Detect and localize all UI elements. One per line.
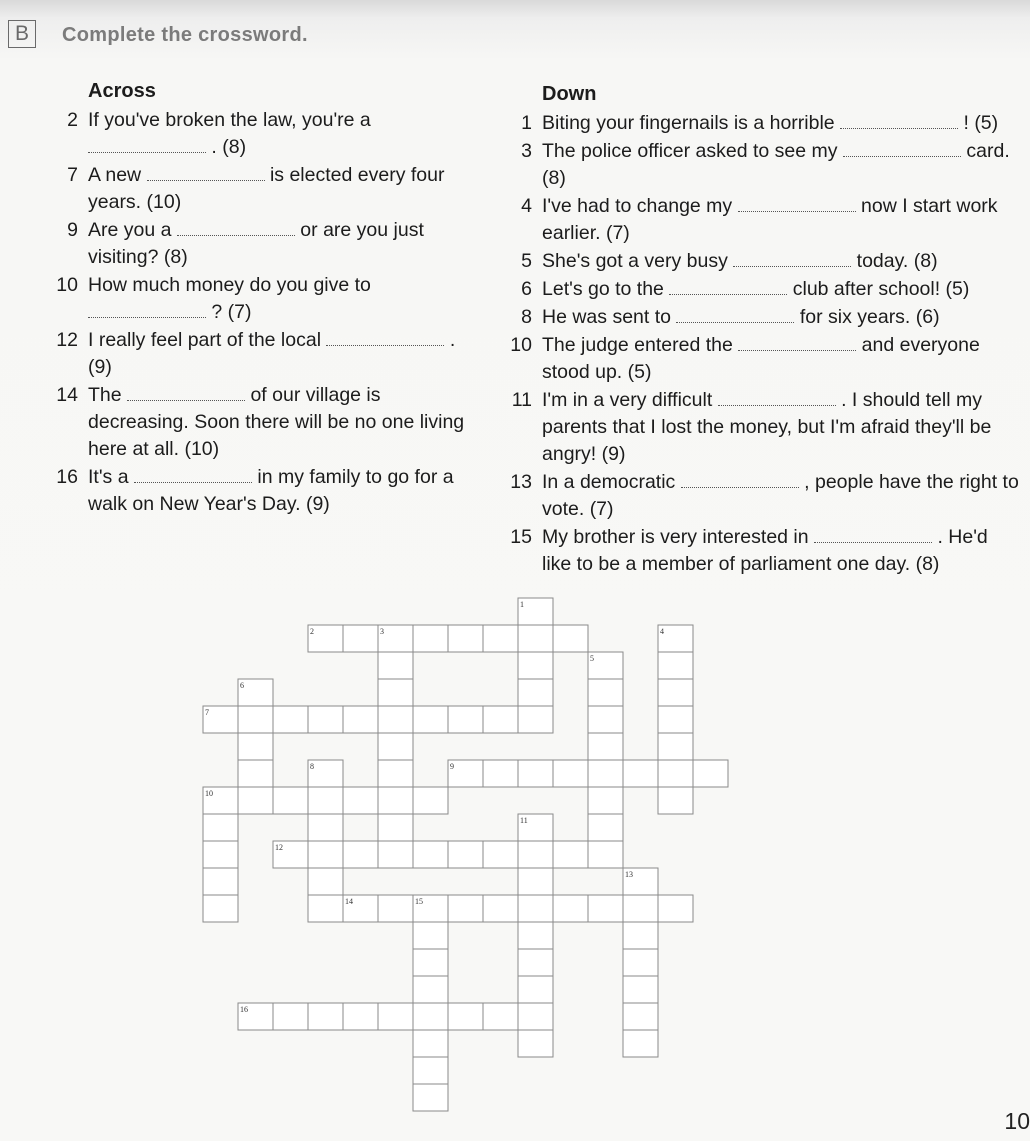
grid-cell[interactable] [588, 733, 623, 760]
grid-cell[interactable] [413, 706, 448, 733]
grid-cell[interactable] [623, 976, 658, 1003]
grid-clue-number: 10 [205, 789, 213, 798]
clue-text-after: , people have the right to vote. (7) [542, 471, 1019, 520]
grid-cell[interactable] [588, 760, 623, 787]
grid-cell[interactable] [588, 706, 623, 733]
grid-clue-number: 12 [275, 843, 283, 852]
clue-text-before: The police officer asked to see my [542, 140, 843, 162]
grid-cell[interactable] [518, 1030, 553, 1057]
grid-cell[interactable] [518, 679, 553, 706]
clue-text-after: is elected every four years. (10) [88, 164, 445, 213]
grid-cell[interactable] [413, 1030, 448, 1057]
clue-text-after: today. (8) [851, 250, 938, 272]
down-heading: Down [542, 83, 597, 105]
clue-text-after: card. (8) [542, 140, 1010, 189]
clue-text-before: A new [88, 164, 147, 186]
grid-clue-number: 4 [660, 627, 664, 636]
grid-cell[interactable] [553, 841, 588, 868]
clue-text-before: I'm in a very difficult [542, 389, 718, 411]
clue-number: 6 [521, 278, 532, 300]
clue-text-before: The judge entered the [542, 334, 739, 356]
grid-cell[interactable] [448, 706, 483, 733]
grid-cell[interactable] [448, 625, 483, 652]
clue-number: 4 [521, 195, 532, 217]
grid-cell[interactable] [483, 760, 518, 787]
grid-cell[interactable] [483, 1003, 518, 1030]
grid-cell[interactable] [378, 652, 413, 679]
grid-cell[interactable] [448, 841, 483, 868]
grid-cell[interactable] [413, 1057, 448, 1084]
grid-clue-number: 14 [345, 897, 353, 906]
clue-text-after: in my family to go for a walk on New Year's Day. (9) [88, 466, 454, 515]
grid-clue-number: 3 [380, 627, 384, 636]
grid-cell[interactable] [308, 895, 343, 922]
exercise-instruction: Complete the crossword. [62, 24, 308, 46]
grid-cell[interactable] [413, 787, 448, 814]
clue-text-after: for six years. (6) [794, 306, 940, 328]
grid-cell[interactable] [413, 949, 448, 976]
clue-number: 10 [510, 334, 532, 356]
grid-clue-number: 5 [590, 654, 594, 663]
clue-number: 8 [521, 306, 532, 328]
grid-cell[interactable] [378, 733, 413, 760]
clue-text-after: or are you just visiting? (8) [88, 219, 424, 268]
grid-cell[interactable] [518, 949, 553, 976]
grid-cell[interactable] [483, 895, 518, 922]
grid-clue-number: 11 [520, 816, 528, 825]
grid-cell[interactable] [378, 787, 413, 814]
grid-cell[interactable] [518, 706, 553, 733]
grid-cell[interactable] [343, 625, 378, 652]
grid-cell[interactable] [588, 895, 623, 922]
across-heading: Across [88, 80, 156, 102]
grid-cell[interactable] [308, 1003, 343, 1030]
grid-cell[interactable] [483, 841, 518, 868]
grid-cell[interactable] [273, 1003, 308, 1030]
clue-text-after: club after school! (5) [787, 278, 970, 300]
clue-text-before: Biting your fingernails is a horrible [542, 112, 841, 134]
grid-cell[interactable] [658, 652, 693, 679]
grid-cell[interactable] [518, 976, 553, 1003]
grid-cell[interactable] [448, 895, 483, 922]
grid-clue-number: 15 [415, 897, 423, 906]
grid-cell[interactable] [308, 814, 343, 841]
grid-cell[interactable] [553, 625, 588, 652]
clue-text-before: She's got a very busy [542, 250, 734, 272]
grid-cell[interactable] [623, 949, 658, 976]
clue-number: 1 [521, 112, 532, 134]
grid-cell[interactable] [518, 625, 553, 652]
clue-number: 9 [67, 219, 78, 241]
clue-text-after: . I should tell my parents that I lost the money, but I'm afraid they'll be angry! (9) [542, 389, 992, 465]
clue-number: 10 [56, 274, 78, 296]
grid-cell[interactable] [518, 1003, 553, 1030]
clue-text-after: . (8) [206, 136, 247, 158]
clue-text-before: Are you a [88, 219, 177, 241]
grid-cell[interactable] [343, 841, 378, 868]
grid-cell[interactable] [553, 895, 588, 922]
clue-text-before: My brother is very interested in [542, 526, 815, 548]
grid-cell[interactable] [238, 706, 273, 733]
clue-number: 2 [67, 109, 78, 131]
grid-cell[interactable] [378, 760, 413, 787]
grid-cell[interactable] [308, 841, 343, 868]
grid-cell[interactable] [343, 1003, 378, 1030]
grid-cell[interactable] [203, 841, 238, 868]
clue-text-after: ? (7) [206, 301, 252, 323]
clue-number: 12 [56, 329, 78, 351]
grid-cell[interactable] [378, 814, 413, 841]
clue-text-before: Let's go to the [542, 278, 670, 300]
grid-cell[interactable] [203, 868, 238, 895]
grid-cell[interactable] [378, 895, 413, 922]
clue-number: 13 [510, 471, 532, 493]
grid-cell[interactable] [378, 1003, 413, 1030]
clue-text-after: . (9) [88, 329, 456, 378]
clue-number: 15 [510, 526, 532, 548]
grid-cell[interactable] [588, 814, 623, 841]
grid-clue-number: 9 [450, 762, 454, 771]
clue-text-after: and everyone stood up. (5) [542, 334, 980, 383]
grid-cell[interactable] [238, 733, 273, 760]
grid-cell[interactable] [588, 679, 623, 706]
grid-clue-number: 16 [240, 1005, 248, 1014]
grid-cell[interactable] [203, 814, 238, 841]
grid-cell[interactable] [658, 733, 693, 760]
clue-text-before: I've had to change my [542, 195, 738, 217]
clue-number: 5 [521, 250, 532, 272]
grid-cell[interactable] [413, 841, 448, 868]
page-number: 10 [1004, 1108, 1030, 1134]
grid-cell[interactable] [308, 868, 343, 895]
grid-cell[interactable] [448, 1003, 483, 1030]
clue-number: 3 [521, 140, 532, 162]
grid-cell[interactable] [378, 706, 413, 733]
exercise-badge: B [8, 20, 36, 48]
grid-cell[interactable] [553, 760, 588, 787]
clue-text-before: He was sent to [542, 306, 677, 328]
grid-cell[interactable] [343, 706, 378, 733]
clue-text-after: of our village is decreasing. Soon there will be no one living here at all. (10) [88, 384, 465, 460]
grid-cell[interactable] [413, 922, 448, 949]
clue-text-before: In a democratic [542, 471, 681, 493]
clue-text-before: How much money do you give to [88, 274, 371, 296]
grid-cell[interactable] [518, 895, 553, 922]
clue-text-before: The [88, 384, 128, 406]
grid-cell[interactable] [518, 760, 553, 787]
grid-cell[interactable] [658, 760, 693, 787]
grid-cell[interactable] [658, 706, 693, 733]
grid-cell[interactable] [413, 976, 448, 1003]
grid-cell[interactable] [413, 625, 448, 652]
grid-cell[interactable] [623, 895, 658, 922]
grid-cell[interactable] [623, 760, 658, 787]
clue-text-before: It's a [88, 466, 134, 488]
grid-cell[interactable] [518, 652, 553, 679]
grid-cell[interactable] [273, 787, 308, 814]
grid-clue-number: 2 [310, 627, 314, 636]
clue-text-after: ! (5) [958, 112, 999, 134]
clue-number: 7 [67, 164, 78, 186]
clue-number: 14 [56, 384, 78, 406]
grid-cell[interactable] [623, 922, 658, 949]
grid-clue-number: 8 [310, 762, 314, 771]
grid-clue-number: 1 [520, 600, 524, 609]
grid-clue-number: 6 [240, 681, 244, 690]
grid-clue-number: 13 [625, 870, 633, 879]
grid-cell[interactable] [518, 868, 553, 895]
clue-number: 16 [56, 466, 78, 488]
grid-cell[interactable] [343, 787, 378, 814]
grid-cell[interactable] [413, 1003, 448, 1030]
clue-text-after: . He'd like to be a member of parliament one day. (8) [542, 526, 988, 575]
grid-cell[interactable] [658, 895, 693, 922]
grid-cell[interactable] [238, 787, 273, 814]
grid-cell[interactable] [238, 760, 273, 787]
grid-cell[interactable] [413, 1084, 448, 1111]
clue-text-before: If you've broken the law, you're a [88, 109, 371, 131]
grid-cell[interactable] [483, 625, 518, 652]
grid-cell[interactable] [378, 841, 413, 868]
grid-cell[interactable] [588, 841, 623, 868]
grid-cell[interactable] [273, 706, 308, 733]
grid-cell[interactable] [623, 1003, 658, 1030]
clue-text-after: now I start work earlier. (7) [542, 195, 998, 244]
grid-cell[interactable] [203, 895, 238, 922]
grid-cell[interactable] [658, 787, 693, 814]
grid-cell[interactable] [658, 679, 693, 706]
grid-cell[interactable] [378, 679, 413, 706]
grid-cell[interactable] [623, 1030, 658, 1057]
grid-cell[interactable] [308, 787, 343, 814]
grid-cell[interactable] [518, 922, 553, 949]
grid-cell[interactable] [588, 787, 623, 814]
clue-text-before: I really feel part of the local [88, 329, 327, 351]
grid-cell[interactable] [693, 760, 728, 787]
grid-clue-number: 7 [205, 708, 209, 717]
clue-number: 11 [511, 389, 532, 411]
grid-cell[interactable] [308, 706, 343, 733]
grid-cell[interactable] [518, 841, 553, 868]
grid-cell[interactable] [483, 706, 518, 733]
